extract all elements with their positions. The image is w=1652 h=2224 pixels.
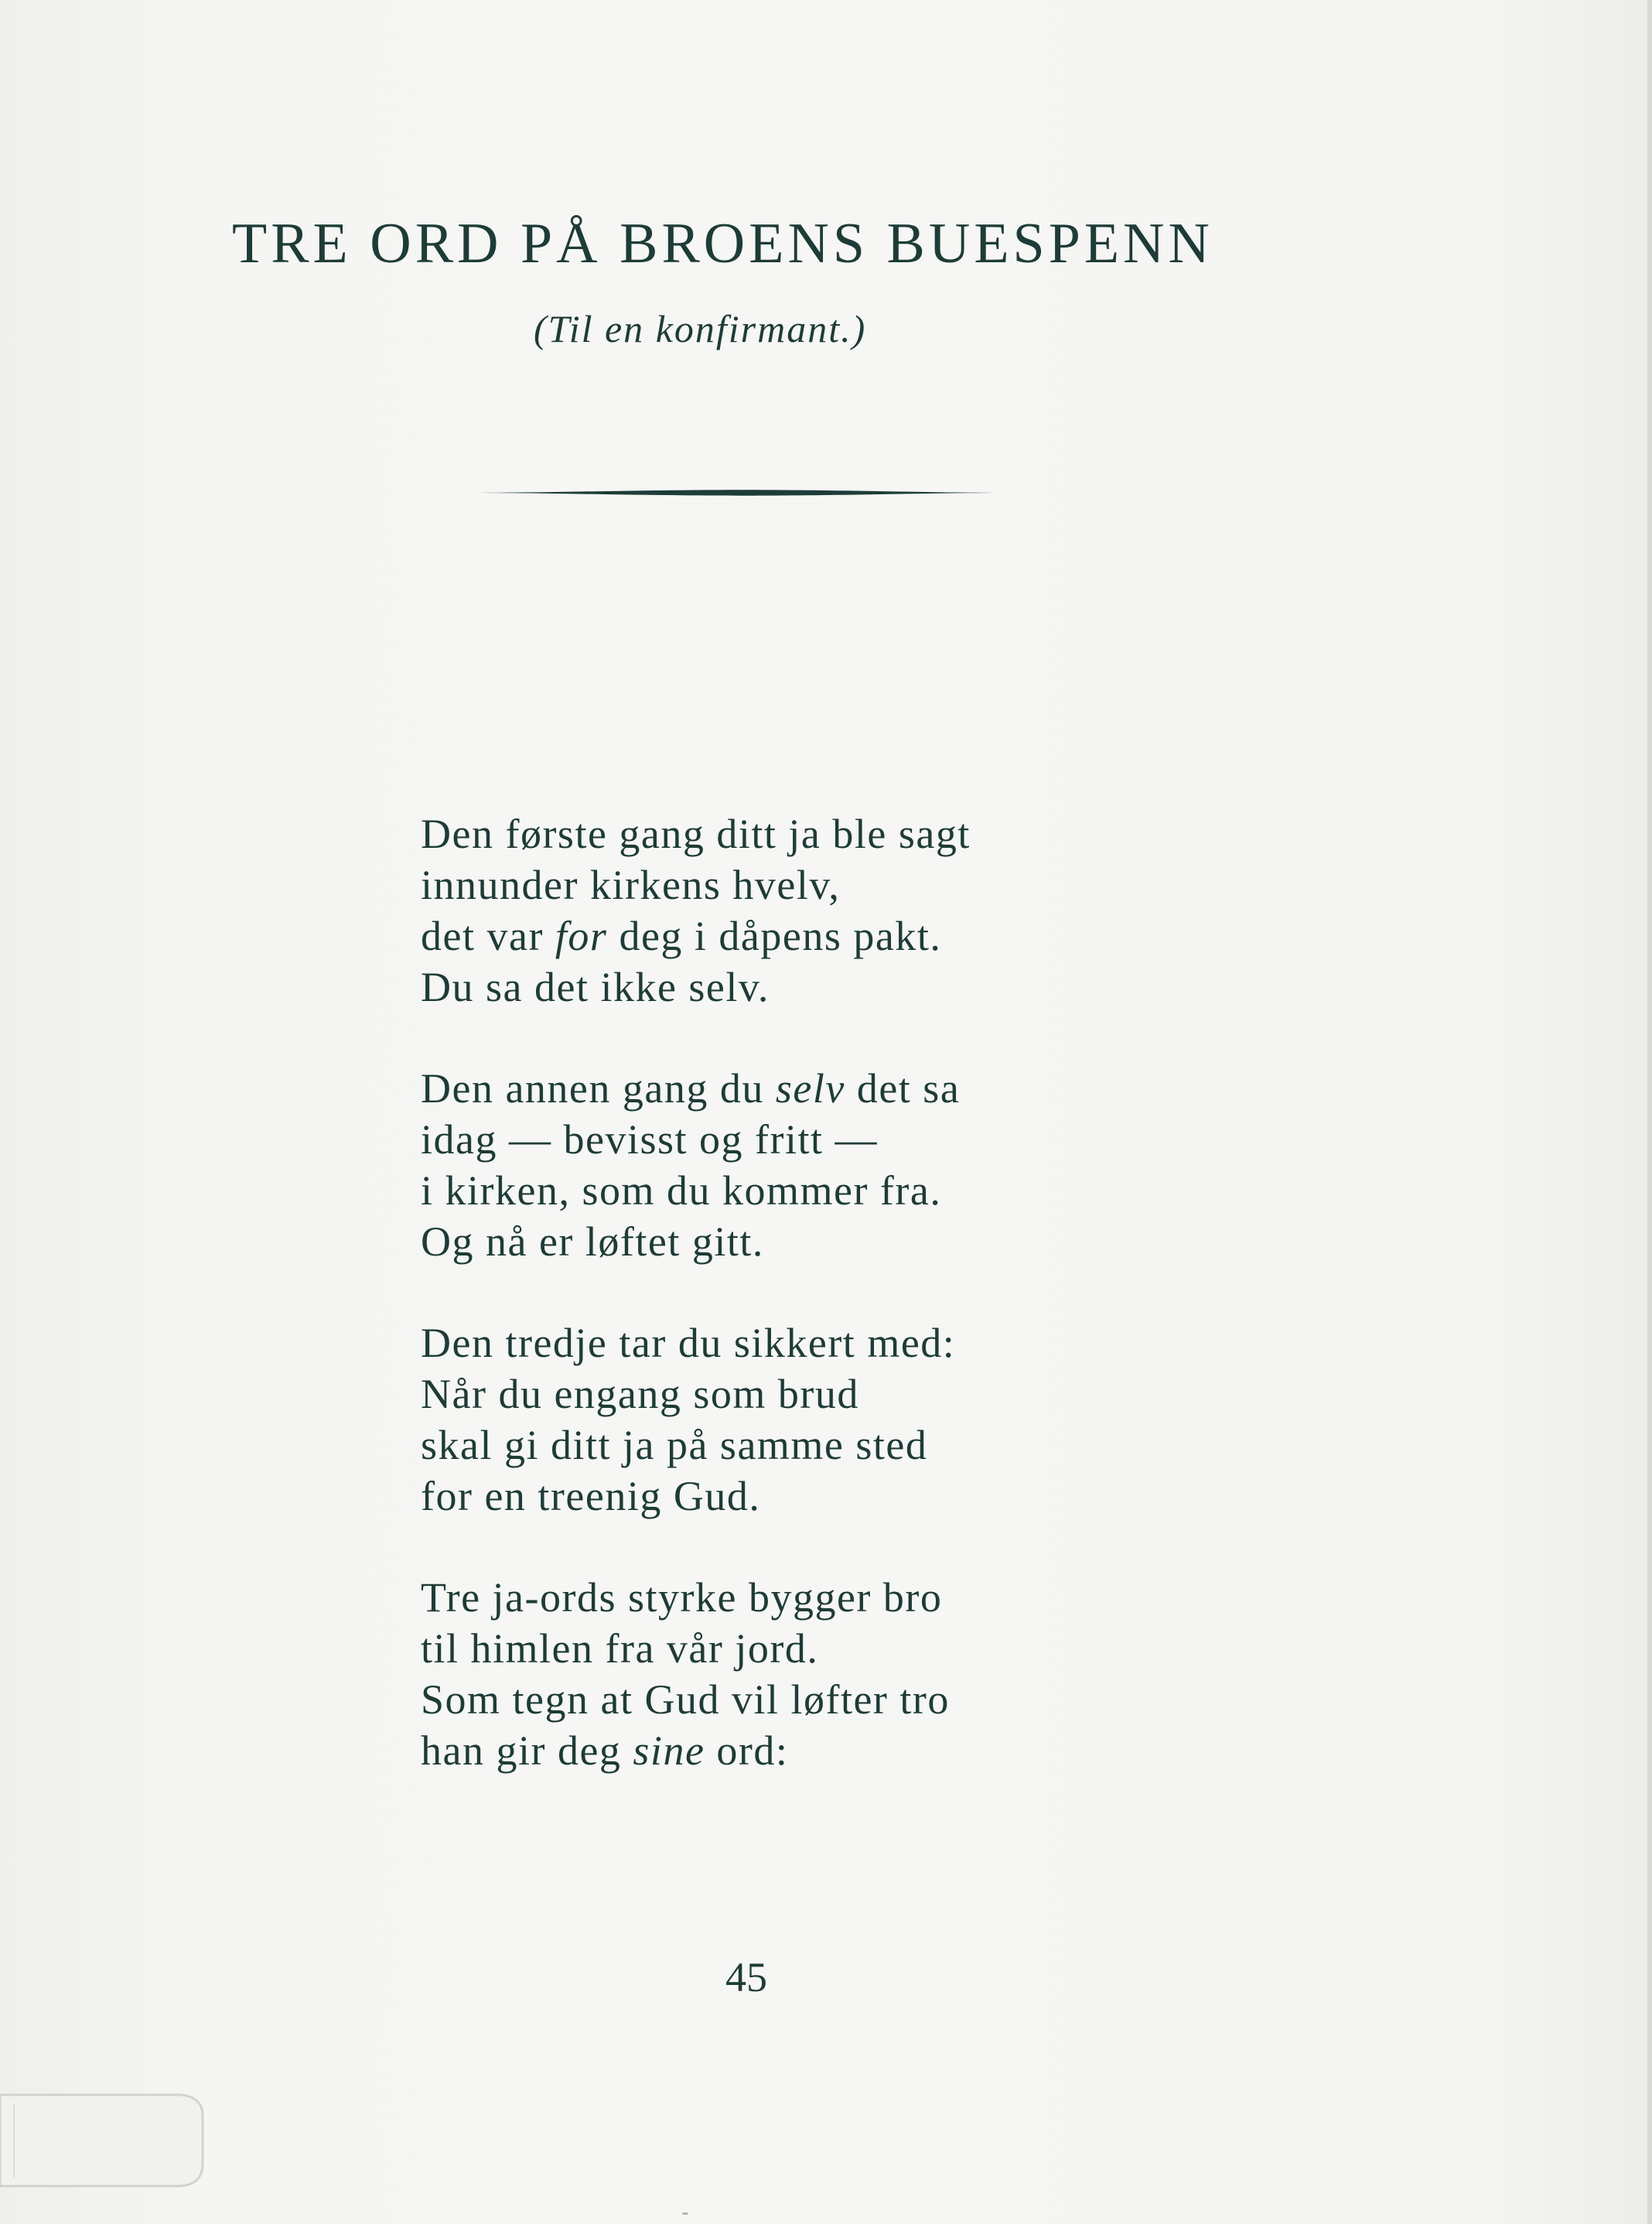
poem-line: Tre ja-ords styrke bygger bro: [421, 1574, 943, 1621]
line-text: det var: [421, 913, 555, 959]
line-emphasis: sine: [633, 1727, 705, 1774]
poem-line: til himlen fra vår jord.: [421, 1625, 819, 1672]
line-text: deg i dåpens pakt.: [607, 913, 942, 959]
poem-line: Som tegn at Gud vil løfter tro: [421, 1676, 950, 1723]
stanza: [421, 808, 1117, 1013]
poem-line: Den første gang ditt ja ble sagt: [421, 811, 971, 857]
poem-line: Du sa det ikke selv.: [421, 964, 770, 1010]
index-tab-mark: [0, 2089, 209, 2193]
line-text: ord:: [705, 1727, 789, 1774]
poem-title: TRE ORD PÅ BROENS BUESPENN: [232, 212, 1213, 275]
poem-line: [421, 910, 1117, 962]
poem-body: [421, 808, 1117, 1826]
poem-line: i kirken, som du kommer fra.: [421, 1167, 942, 1214]
stanza: [421, 1572, 1117, 1776]
line-text: han gir deg: [421, 1727, 633, 1774]
poem-subtitle: [534, 309, 1075, 348]
poem-line: idag — bevisst og fritt —: [421, 1116, 878, 1163]
poem-line: for en treenig Gud.: [421, 1473, 761, 1519]
subtitle-suffix: .): [841, 307, 867, 350]
poem-line: Når du engang som brud: [421, 1371, 859, 1417]
poem-line: Den tredje tar du sikkert med:: [421, 1320, 956, 1366]
line-emphasis: for: [555, 913, 608, 959]
poem-line: innunder kirkens hvelv,: [421, 862, 841, 908]
decorative-divider: [478, 490, 1004, 496]
page-number: 45: [725, 1954, 767, 2000]
scan-speck: [682, 2212, 688, 2215]
poem-line: [421, 1725, 1117, 1776]
poem-line: [421, 1063, 1117, 1114]
line-text: Den annen gang du: [421, 1065, 776, 1112]
subtitle-prefix: (Til en: [534, 307, 656, 350]
stanza: [421, 1063, 1117, 1267]
poem-line: Og nå er løftet gitt.: [421, 1218, 764, 1265]
line-emphasis: selv: [775, 1065, 845, 1112]
subtitle-emphasis: konfirmant: [655, 307, 841, 350]
poem-line: skal gi ditt ja på samme sted: [421, 1422, 928, 1468]
page-edge: [1647, 0, 1652, 2224]
stanza: [421, 1317, 1117, 1522]
line-text: det sa: [845, 1065, 961, 1112]
